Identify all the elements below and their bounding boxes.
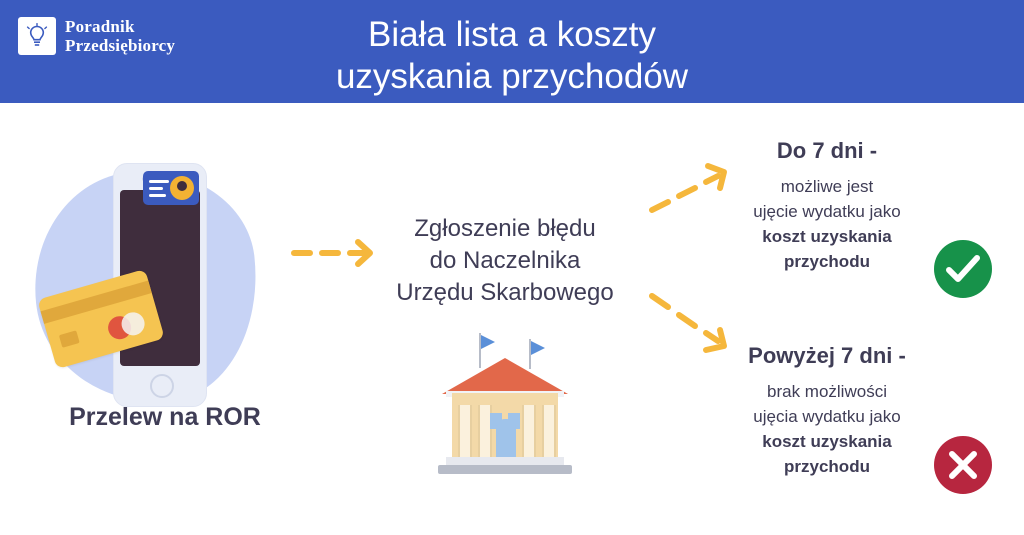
brand-name-line1: Poradnik <box>65 17 135 36</box>
badge-line <box>149 194 166 197</box>
transfer-notification-icon <box>143 171 199 205</box>
outcome-positive-detail-bold2: przychodu <box>784 252 870 271</box>
page-title-line1: Biała lista a koszty <box>368 15 656 54</box>
building-column <box>458 405 472 457</box>
middle-node-label <box>355 213 655 309</box>
page-title <box>0 14 1024 98</box>
avatar <box>170 176 194 200</box>
infographic-stage <box>0 103 1024 535</box>
outcome-negative-heading: Powyżej 7 dni - <box>748 343 906 368</box>
start-node-label: Przelew na ROR <box>69 403 261 431</box>
check-mark-icon <box>934 240 992 298</box>
smartphone-with-card-icon <box>35 163 285 423</box>
middle-node-line2: do Naczelnika <box>429 247 581 274</box>
middle-node-line3: Urzędu Skarbowego <box>396 279 614 306</box>
building-door <box>496 419 516 457</box>
outcome-negative-detail-line1: brak możliwości <box>767 382 887 401</box>
outcome-positive-detail-bold1: koszt uzyskania <box>762 227 892 246</box>
badge-line <box>149 187 163 190</box>
building-roof <box>442 358 568 394</box>
badge-line <box>149 180 169 183</box>
cross-mark-icon <box>934 436 992 494</box>
building-base <box>438 465 572 474</box>
page-title-line2: uzyskania przychodów <box>335 57 689 96</box>
middle-node-line1: Zgłoszenie błędu <box>414 215 596 242</box>
outcome-positive <box>712 138 942 274</box>
outcome-negative-detail <box>712 379 942 479</box>
brand-name-line2: Przedsiębiorcy <box>65 36 176 55</box>
flag-icon <box>481 335 495 349</box>
outcome-positive-detail <box>712 174 942 274</box>
outcome-negative <box>712 343 942 479</box>
building-column <box>542 405 556 457</box>
tax-office-building-icon <box>430 333 580 483</box>
outcome-negative-detail-bold2: przychodu <box>784 457 870 476</box>
building-column <box>522 405 536 457</box>
outcome-positive-heading: Do 7 dni - <box>776 138 878 163</box>
page-header <box>0 0 1024 103</box>
card-chip <box>59 330 80 347</box>
outcome-positive-detail-line1: możliwe jest <box>780 177 874 196</box>
outcome-negative-detail-bold1: koszt uzyskania <box>762 432 892 451</box>
flag-icon <box>531 341 545 355</box>
outcome-positive-detail-line2: ujęcie wydatku jako <box>753 202 901 221</box>
outcome-negative-detail-line2: ujęcia wydatku jako <box>753 407 901 426</box>
phone-home-button <box>150 374 174 398</box>
